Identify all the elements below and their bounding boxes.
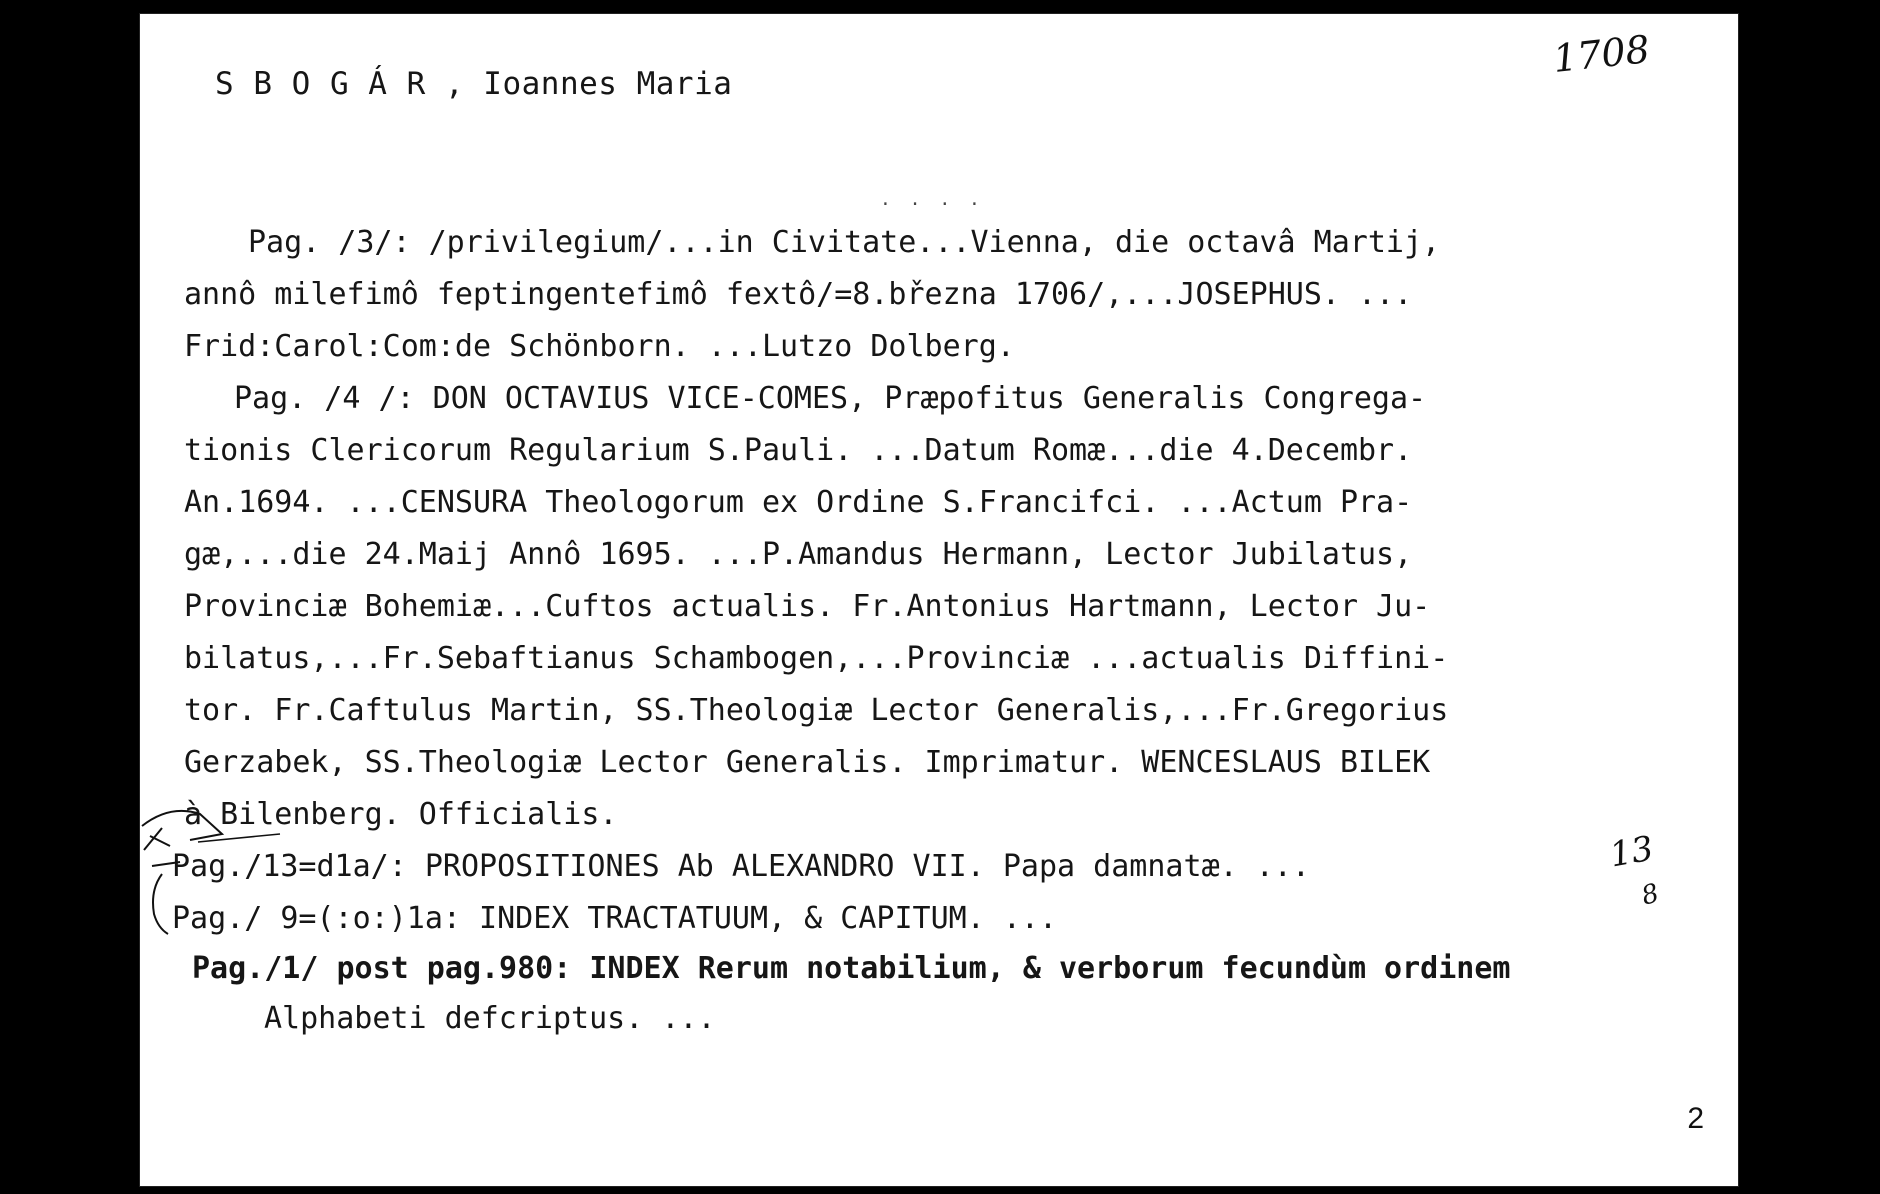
catalog-number: 1708 bbox=[1551, 27, 1653, 81]
pencil-underline-mark bbox=[198, 834, 280, 842]
entry-line: tor. Fr.Caftulus Martin, SS.Theologiæ Lector Generalis,...Fr.Gregorius bbox=[184, 693, 1449, 728]
margin-mark-8: 8 bbox=[1638, 878, 1663, 912]
entry-line: Gerzabek, SS.Theologiæ Lector Generalis. Imprimatur. WENCESLAUS BILEK bbox=[184, 745, 1431, 780]
entry-line: Frid:Carol:Com:de Schönborn. ...Lutzo Dolberg. bbox=[184, 329, 1015, 364]
pencil-cross-mark bbox=[144, 828, 170, 850]
entry-line: bilatus,...Fr.Sebaftianus Schambogen,...Provinciæ ...actualis Diffini- bbox=[184, 641, 1449, 676]
entry-line: Pag./1/ post pag.980: INDEX Rerum notabilium, & verborum fecundùm ordinem bbox=[192, 951, 1511, 986]
catalog-card bbox=[140, 14, 1738, 1186]
entry-line: Alphabeti defcriptus. ... bbox=[264, 1001, 716, 1036]
page-number: 2 bbox=[1687, 1102, 1704, 1135]
separator-dots: · · · · bbox=[880, 194, 984, 215]
entry-line: annô milefimô feptingentefimô fextô/=8.března 1706/,...JOSEPHUS. ... bbox=[184, 277, 1413, 312]
entry-line: Pag. /3/: /privilegium/...in Civitate...Vienna, die octavâ Martij, bbox=[248, 225, 1441, 260]
entry-line: tionis Clericorum Regularium S.Pauli. ...Datum Romæ...die 4.Decembr. bbox=[184, 433, 1413, 468]
card-heading: S B O G Á R , Ioannes Maria bbox=[215, 66, 733, 102]
entry-line: gæ,...die 24.Maij Annô 1695. ...P.Amandus Hermann, Lector Jubilatus, bbox=[184, 537, 1413, 572]
entry-line: à Bilenberg. Officialis. bbox=[184, 797, 618, 832]
entry-line: Pag./ 9=(:o:)1a: INDEX TRACTATUUM, & CAPITUM. ... bbox=[172, 901, 1058, 936]
entry-line: Pag. /4 /: DON OCTAVIUS VICE-COMES, Præpofitus Generalis Congrega- bbox=[234, 381, 1427, 416]
pencil-bracket-mark bbox=[153, 874, 168, 934]
margin-mark-13: 13 bbox=[1606, 828, 1657, 876]
entry-line: Provinciæ Bohemiæ...Cuftos actualis. Fr.Antonius Hartmann, Lector Ju- bbox=[184, 589, 1431, 624]
entry-line: An.1694. ...CENSURA Theologorum ex Ordine S.Francifci. ...Actum Pra- bbox=[184, 485, 1413, 520]
entry-line: Pag./13=d1a/: PROPOSITIONES Ab ALEXANDRO VII. Papa damnatæ. ... bbox=[172, 849, 1310, 884]
